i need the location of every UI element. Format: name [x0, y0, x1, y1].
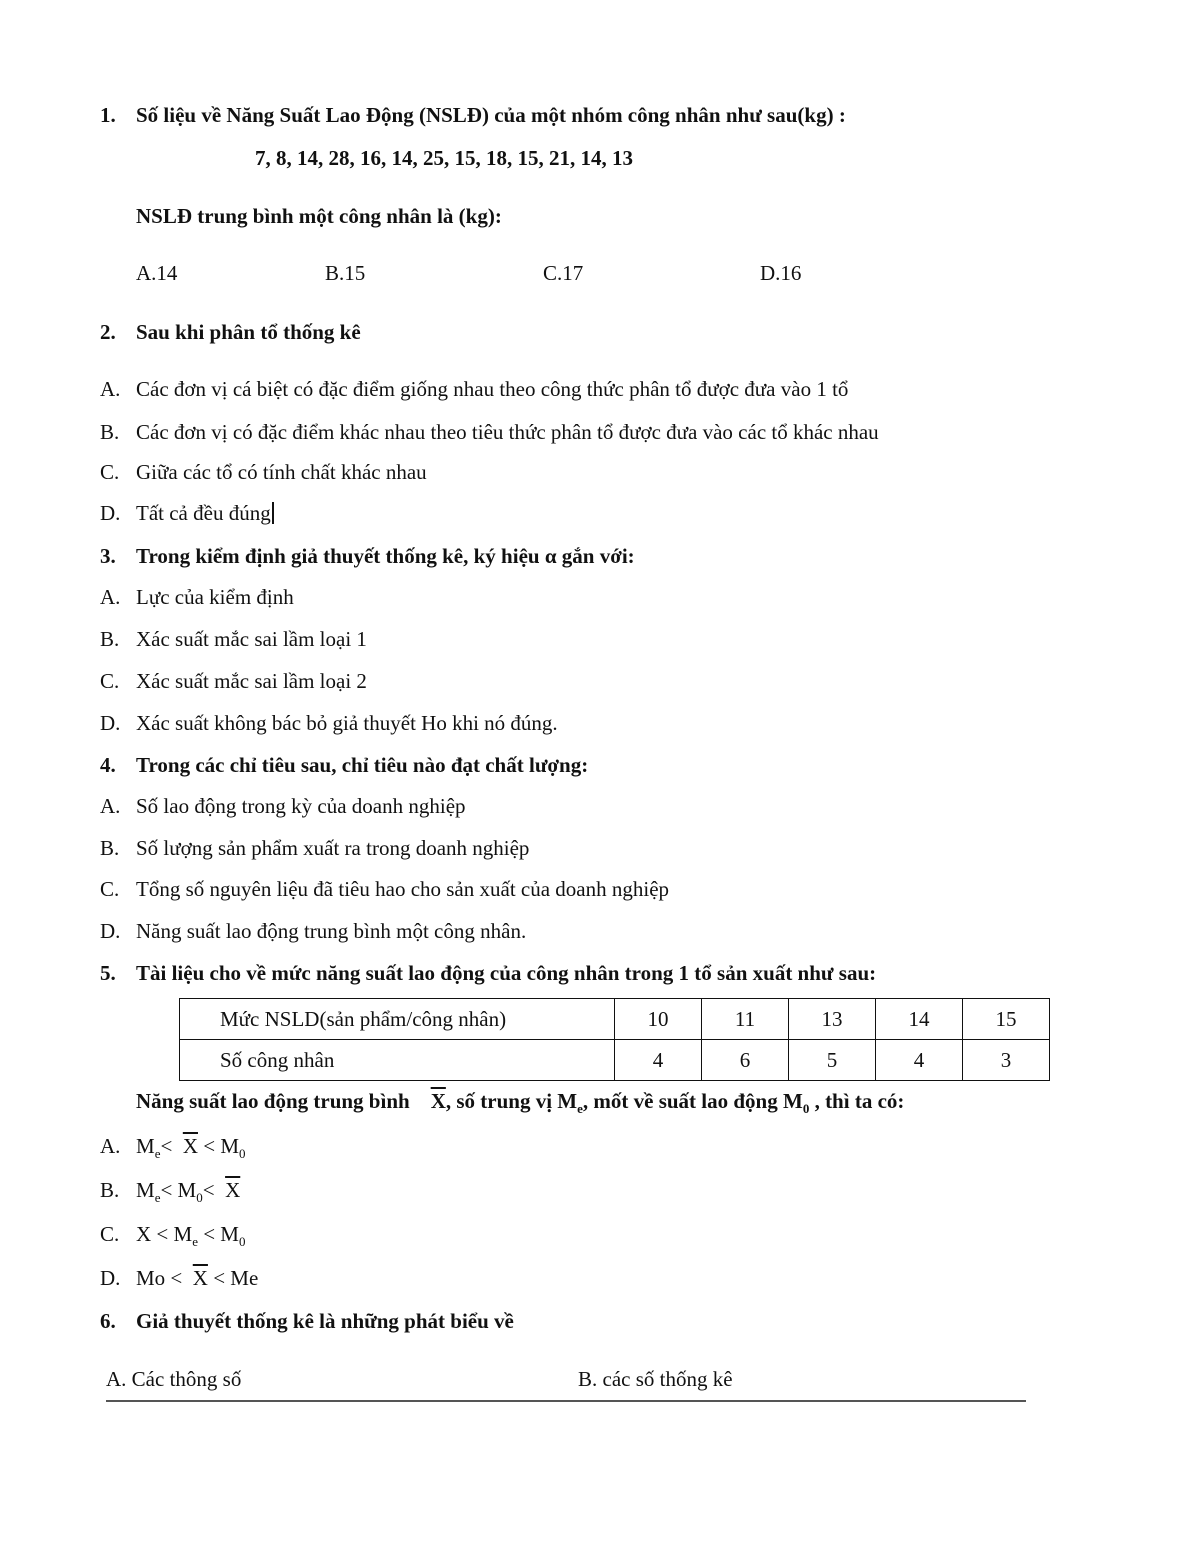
q2-option-c-letter: C.: [100, 460, 120, 484]
text-cursor: [272, 502, 274, 524]
table-cell: 6: [702, 1040, 789, 1081]
q1-option-d: D.16: [760, 261, 802, 285]
q4-option-b-letter: B.: [100, 836, 120, 860]
subscript: e: [154, 1190, 161, 1206]
q4-option-d-text: Năng suất lao động trung bình một công nhân.: [136, 919, 527, 943]
table-row-label: Số công nhân: [180, 1040, 615, 1081]
formula-part: M: [136, 1134, 155, 1158]
q3-option-b-letter: B.: [100, 627, 120, 651]
q1-option-a: A.14: [136, 261, 178, 285]
q5-prompt-part: , mốt về suất lao động M: [582, 1089, 803, 1113]
formula-part: < M: [160, 1178, 197, 1202]
subscript: 0: [802, 1101, 810, 1117]
table-cell: 14: [876, 999, 963, 1040]
formula-part: < Me: [207, 1266, 259, 1290]
q6-number: 6.: [100, 1309, 116, 1333]
formula-part: Mo <: [136, 1266, 188, 1290]
q5-prompt-part: , thì ta có:: [809, 1089, 905, 1113]
xbar-symbol: $\overline{X}$: [225, 1178, 241, 1202]
formula-part: M: [136, 1178, 155, 1202]
q2-option-a-text: Các đơn vị cá biệt có đặc điểm giống nhau theo công thức phân tổ được đưa vào 1 tổ: [136, 377, 849, 401]
xbar-symbol: $\overline{X}$: [430, 1089, 446, 1113]
subscript: 0: [239, 1146, 246, 1162]
table-cell: 11: [702, 999, 789, 1040]
q5-option-b-letter: B.: [100, 1178, 120, 1202]
q2-option-d-letter: D.: [100, 501, 121, 525]
q5-option-c-letter: C.: [100, 1222, 120, 1246]
q5-option-b: [136, 1177, 240, 1211]
formula-part: < M: [197, 1134, 239, 1158]
table-cell: 15: [963, 999, 1050, 1040]
q3-option-b-text: Xác suất mắc sai lầm loại 1: [136, 627, 367, 651]
q2-option-b-text: Các đơn vị có đặc điểm khác nhau theo tiêu thức phân tổ được đưa vào các tổ khác nhau: [136, 420, 879, 444]
formula-part: < M: [197, 1222, 239, 1246]
q4-option-c-text: Tổng số nguyên liệu đã tiêu hao cho sản xuất của doanh nghiệp: [136, 877, 670, 901]
q1-number: 1.: [100, 103, 116, 127]
q1-prompt: NSLĐ trung bình một công nhân là (kg):: [136, 204, 502, 228]
q5-question: Tài liệu cho về mức năng suất lao động của công nhân trong 1 tổ sản xuất như sau:: [136, 961, 877, 985]
q6-question: Giả thuyết thống kê là những phát biểu về: [136, 1309, 514, 1333]
q5-option-a: [136, 1133, 246, 1167]
table-cell: 4: [615, 1040, 702, 1081]
q2-option-d-text: Tất cả đều đúng: [136, 501, 271, 525]
q3-number: 3.: [100, 544, 116, 568]
subscript: 0: [196, 1190, 203, 1206]
q2-option-b-letter: B.: [100, 420, 120, 444]
q5-prompt-part: , số trung vị M: [445, 1089, 578, 1113]
formula-part: <: [202, 1178, 220, 1202]
q4-option-a-letter: A.: [100, 794, 121, 818]
subscript: e: [577, 1101, 583, 1117]
divider: [106, 1400, 1026, 1402]
productivity-table: [179, 998, 1050, 1081]
q5-option-a-letter: A.: [100, 1134, 121, 1158]
q1-data-line: 7, 8, 14, 28, 16, 14, 25, 15, 18, 15, 21, 14, 13: [255, 146, 633, 170]
q3-option-c-text: Xác suất mắc sai lầm loại 2: [136, 669, 367, 693]
table-row: [180, 1040, 1050, 1081]
q3-option-c-letter: C.: [100, 669, 120, 693]
q4-number: 4.: [100, 753, 116, 777]
q2-number: 2.: [100, 320, 116, 344]
table-cell: 3: [963, 1040, 1050, 1081]
q1-option-b: B.15: [325, 261, 366, 285]
table-cell: 4: [876, 1040, 963, 1081]
formula-part: < M: [151, 1222, 193, 1246]
q3-option-d-letter: D.: [100, 711, 121, 735]
q5-option-d-letter: D.: [100, 1266, 121, 1290]
q3-option-a-text: Lực của kiểm định: [136, 585, 294, 609]
q1-option-c: C.17: [543, 261, 584, 285]
subscript: e: [192, 1234, 198, 1250]
xbar-symbol: $\overline{X}$: [182, 1134, 198, 1158]
x-symbol: X: [136, 1222, 152, 1246]
q3-option-a-letter: A.: [100, 585, 121, 609]
q4-option-d-letter: D.: [100, 919, 121, 943]
q3-question: Trong kiểm định giả thuyết thống kê, ký hiệu α gắn với:: [136, 544, 635, 568]
q4-option-c-letter: C.: [100, 877, 120, 901]
q4-option-b-text: Số lượng sản phẩm xuất ra trong doanh nghiệp: [136, 836, 530, 860]
q6-option-b: B. các số thống kê: [578, 1367, 733, 1391]
table-cell: 5: [789, 1040, 876, 1081]
table-row: [180, 999, 1050, 1040]
q4-question: Trong các chỉ tiêu sau, chỉ tiêu nào đạt chất lượng:: [136, 753, 589, 777]
q3-option-d-text: Xác suất không bác bỏ giả thuyết Ho khi nó đúng.: [136, 711, 558, 735]
q2-option-d: [136, 500, 274, 526]
q5-prompt: [136, 1088, 904, 1122]
q5-option-c: [136, 1221, 245, 1255]
q1-question: Số liệu về Năng Suất Lao Động (NSLĐ) của một nhóm công nhân như sau(kg) :: [136, 103, 846, 127]
table-cell: 10: [615, 999, 702, 1040]
q5-prompt-part: Năng suất lao động trung bình: [136, 1089, 410, 1113]
subscript: 0: [238, 1234, 246, 1250]
formula-part: <: [160, 1134, 178, 1158]
q6-option-a: A. Các thông số: [106, 1367, 242, 1391]
table-row-label: Mức NSLD(sản phẩm/công nhân): [180, 999, 615, 1040]
subscript: e: [154, 1146, 161, 1162]
q2-option-c-text: Giữa các tổ có tính chất khác nhau: [136, 460, 427, 484]
q5-number: 5.: [100, 961, 116, 985]
q2-question: Sau khi phân tổ thống kê: [136, 320, 361, 344]
q2-option-a-letter: A.: [100, 377, 121, 401]
q4-option-a-text: Số lao động trong kỳ của doanh nghiệp: [136, 794, 466, 818]
xbar-symbol: $\overline{X}$: [192, 1266, 208, 1290]
table-cell: 13: [789, 999, 876, 1040]
q5-option-d: [136, 1265, 258, 1291]
